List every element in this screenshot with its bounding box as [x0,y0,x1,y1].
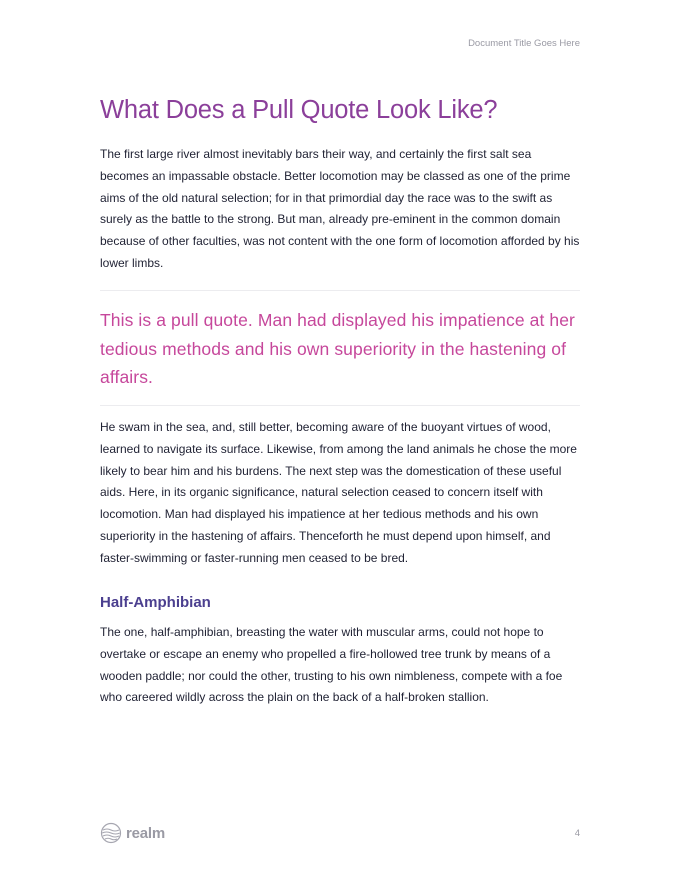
document-title-header: Document Title Goes Here [468,38,580,49]
body-paragraph-2: He swam in the sea, and, still better, becoming aware of the buoyant virtues of wood, learned to navigate its surface. Likewise, from among the land animals he chose the more likely to bear him and his burdens. The next step was the domestication of these useful aids. Here, in its organic significance, natural selection ceased to concern itself with locomotion. Man had displayed his impatience at her tedious methods and his own superiority in the hastening of affairs. Thenceforth he must depend upon himself, and faster-swimming or faster-running men ceased to be bred. [100,420,577,565]
body-paragraph-3: The one, half-amphibian, breasting the water with muscular arms, could not hope to overtake or escape an enemy who propelled a fire-hollowed tree trunk by means of a wooden paddle; nor could the other, trusting to his own nimbleness, compete with a foe who careered wildly across the plain on the back of a half-broken stallion. [100,625,563,705]
body-paragraph-1: The first large river almost inevitably bars their way, and certainly the first salt sea becomes an impassable obstacle. Better locomotion may be classed as one of the prime aims of the old natural selection; for in that primordial day the race was to the swift as surely as the battle to the strong. But man, already pre-eminent in the common domain because of other faculties, was not content with the one form of locomotion afforded by his lower limbs. [100,147,580,270]
page-number: 4 [574,828,580,839]
page-title: What Does a Pull Quote Look Like? [100,96,498,124]
pull-quote: This is a pull quote. Man had displayed his impatience at her tedious methods and his own superiority in the hastening of affairs. [100,310,575,388]
section-heading: Half-Amphibian [100,594,211,611]
logo-text: realm [126,824,166,842]
realm-logo-icon [100,822,122,844]
pull-quote-top-divider [100,290,580,291]
pull-quote-bottom-divider [100,405,580,406]
footer-logo [100,820,165,846]
document-page [100,0,580,880]
